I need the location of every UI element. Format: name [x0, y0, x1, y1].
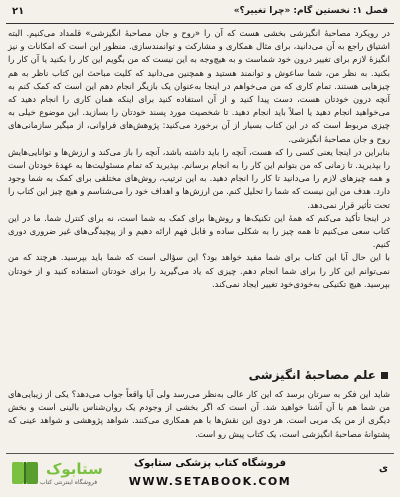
- page-header: [6, 5, 394, 24]
- logo-text: ستابوک: [46, 460, 103, 478]
- setabook-logo: [10, 458, 102, 490]
- logo-subtitle: فروشگاه اینترنتی کتاب: [40, 479, 98, 486]
- footer-divider: [6, 453, 394, 454]
- section-heading-text: علم مصاحبهٔ انگیزشی: [248, 368, 376, 382]
- chapter-title: فصل ۱: نخستین گام: «چرا تغییر؟»: [233, 6, 388, 16]
- paragraph: شاید این فکر به سرتان برسد که این کار عالی به‌نظر می‌رسد ولی آیا واقعاً جواب می‌دهد؟ یکی از زیبایی‌های من شما هم با آن آشنا خواهید شد. آن است که اگر بخشی از وجودم یک روان‌شناس بالینی است و بخش دیگری از من یک مربی است. هر دوی این نقش‌ها با هم همکاری می‌کنند. شواهد پژوهشی و شواهد عینی که پشتوانهٔ مصاحبهٔ انگیزشی است، یک کتاب پیش رو است.: [8, 389, 390, 439]
- store-name: فروشگاه کتاب پزشکی ستابوک: [133, 458, 287, 469]
- footer-page-letter: ی: [378, 463, 388, 474]
- paragraph: بنابراین در اینجا یعنی کسی را که هست، آنچه را باید داشته باشد، آنچه را باز می‌کند و ارزش‌ها و توانایی‌هایش را بپذیرید. تا زمانی که من بتوانم این کار را به انجام برسانم. بپذیرید که تمام مسئولیت‌ها به عهدهٔ خودتان است و همه چیزهای لازم را می‌دانید تا کار را انجام دهید. به این ترتیب، روش‌های مختلفی برای کمک به شما وجود دارد. هدف من این نیست که شما را تحلیل کنم. من ارزش‌ها و اهداف خود را می‌شناسم و هیچ چیز این کتاب را تحت تأثیر قرار نمی‌دهد.: [8, 146, 390, 210]
- square-bullet-icon: [381, 372, 388, 379]
- section-heading: [249, 368, 388, 382]
- paragraph: با این حال آیا این کتاب برای شما مفید خواهد بود؟ این سؤالی است که شما باید بپرسید. هرچند که من نمی‌توانم این کار را برای شما انجام دهم. چیزی که یاد می‌گیرید را برای خودتان استفاده کنید و از خودتان بپرسید. هیچ تکنیکی به‌خودی‌خود تغییر ایجاد نمی‌کند.: [8, 252, 390, 289]
- book-logo-icon: [10, 458, 42, 488]
- paragraph: در رویکرد مصاحبهٔ انگیزشی بخشی هست که آن را «روح و جان مصاحبهٔ انگیزشی» قلمداد می‌کنیم. البته اشتیاق راجع به آن می‌دانید، برای مثال همکاری و مشارکت و توانمندسازی. منظور این است که امکانات و نیز انگیزهٔ لازم برای تغییر درون خود شماست و به هیچ‌وجه به این نیست که من بگویم این کار را بکنید یا آن کار را بکنید. به نظر من، شما ساعوش و توانمند هستید و همچنین می‌دانید که کلیت مباحث این کتاب ناظر به هم چیزهایی هستند. تمام کاری که من می‌خواهم در اینجا به‌عنوان یک بازیگر انجام دهم این است که کمک کنم به آنچه درون خودتان هست، دست پیدا کنید و از آن استفاده کنید برای اینکه همان کاری را انجام دهید که می‌خواهید انجام دهید یا اصلاً باید انجام دهید. تا شخصیت مورد پسند خودتان را بسازید. این موضوع خیلی به چیزی مربوط است که در این کتاب بسیار از آن برخورد می‌کنید: پژوهش‌های فراوانی، از میگیر سازمانی‌های روح و جان مصاحبهٔ انگیزشی.: [8, 28, 390, 144]
- page-number: ۲۱: [12, 6, 25, 17]
- paragraph: در اینجا تأکید می‌کنم که همهٔ این تکنیک‌ها و روش‌ها برای کمک به شما است، نه برای کنترل شما. ما در این کتاب سعی می‌کنیم تا همه چیز را به شکلی ساده و قابل فهم ارائه دهیم و از پیچیدگی‌های غیر ضروری دوری کنیم.: [8, 212, 390, 250]
- store-url-link[interactable]: WWW.SETABOOK.COM: [128, 475, 292, 488]
- main-text: [8, 27, 390, 291]
- section-text: [8, 388, 390, 441]
